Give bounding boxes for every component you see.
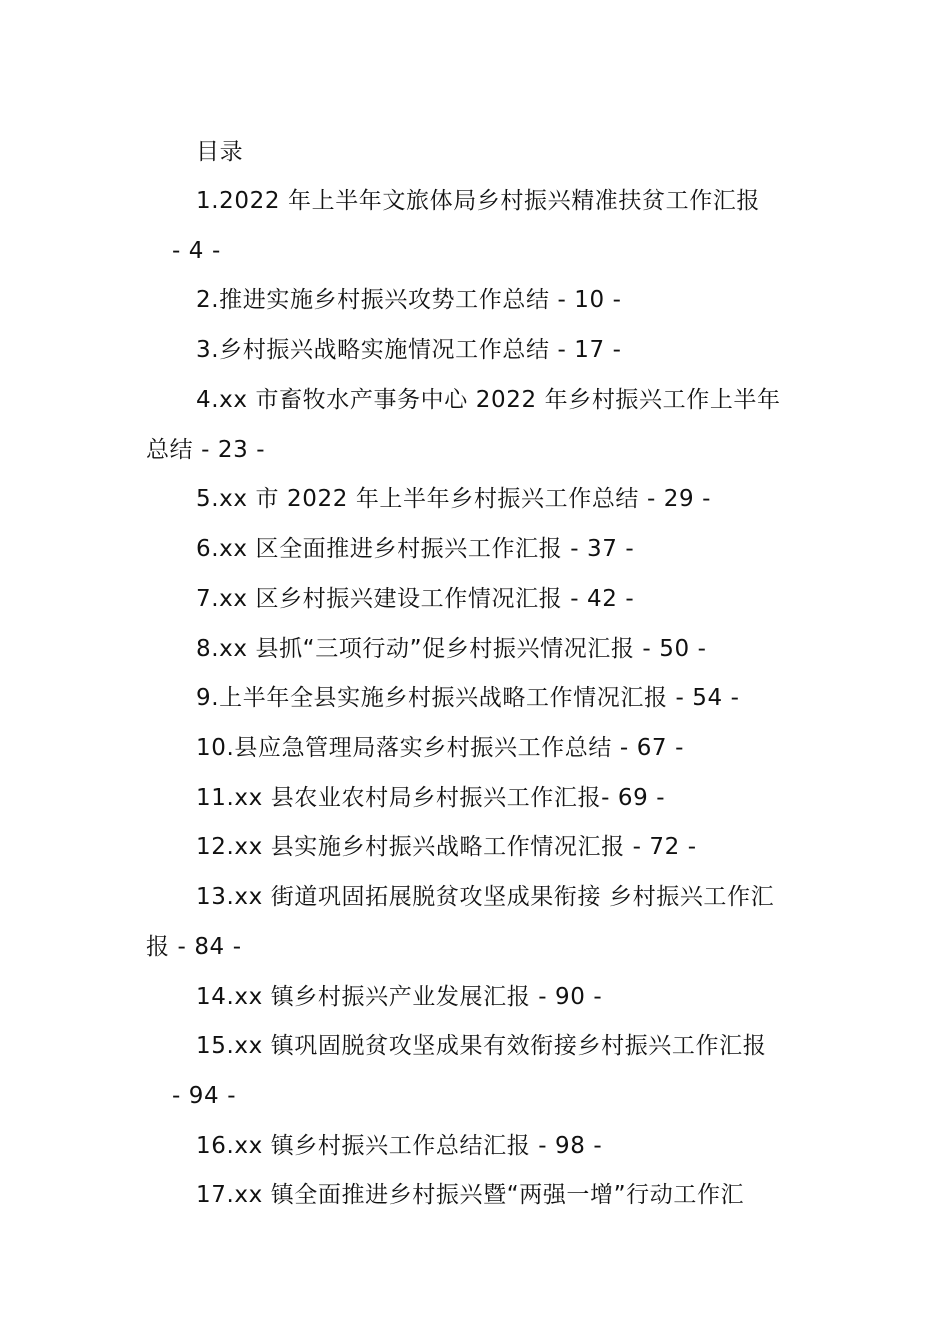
toc-entry-2: 2.推进实施乡村振兴攻势工作总结 - 10 - (196, 287, 622, 313)
toc-entry-9: 9.上半年全县实施乡村振兴战略工作情况汇报 - 54 - (196, 685, 740, 711)
toc-entry-12: 12.xx 县实施乡村振兴战略工作情况汇报 - 72 - (196, 834, 697, 860)
toc-entry-14: 14.xx 镇乡村振兴产业发展汇报 - 90 - (196, 984, 603, 1010)
toc-entry-1-page: - 4 - (172, 238, 221, 264)
toc-entry-7: 7.xx 区乡村振兴建设工作情况汇报 - 42 - (196, 586, 635, 612)
toc-entry-6: 6.xx 区全面推进乡村振兴工作汇报 - 37 - (196, 536, 635, 562)
toc-entry-15-page: - 94 - (172, 1083, 237, 1109)
toc-entry-13: 13.xx 街道巩固拓展脱贫攻坚成果衔接 乡村振兴工作汇 (196, 884, 775, 910)
toc-entry-1: 1.2022 年上半年文旅体局乡村振兴精准扶贫工作汇报 (196, 188, 760, 214)
toc-entry-10: 10.县应急管理局落实乡村振兴工作总结 - 67 - (196, 735, 684, 761)
toc-entry-8: 8.xx 县抓“三项行动”促乡村振兴情况汇报 - 50 - (196, 636, 707, 662)
toc-entry-4: 4.xx 市畜牧水产事务中心 2022 年乡村振兴工作上半年 (196, 387, 781, 413)
toc-heading: 目录 (196, 139, 244, 165)
toc-entry-16: 16.xx 镇乡村振兴工作总结汇报 - 98 - (196, 1133, 603, 1159)
toc-entry-3: 3.乡村振兴战略实施情况工作总结 - 17 - (196, 337, 622, 363)
toc-entry-17: 17.xx 镇全面推进乡村振兴暨“两强一增”行动工作汇 (196, 1182, 745, 1208)
toc-entry-15: 15.xx 镇巩固脱贫攻坚成果有效衔接乡村振兴工作汇报 (196, 1033, 767, 1059)
toc-entry-11: 11.xx 县农业农村局乡村振兴工作汇报- 69 - (196, 785, 666, 811)
toc-entry-13-cont: 报 - 84 - (146, 934, 242, 960)
toc-entry-5: 5.xx 市 2022 年上半年乡村振兴工作总结 - 29 - (196, 486, 712, 512)
toc-entry-4-cont: 总结 - 23 - (146, 437, 266, 463)
